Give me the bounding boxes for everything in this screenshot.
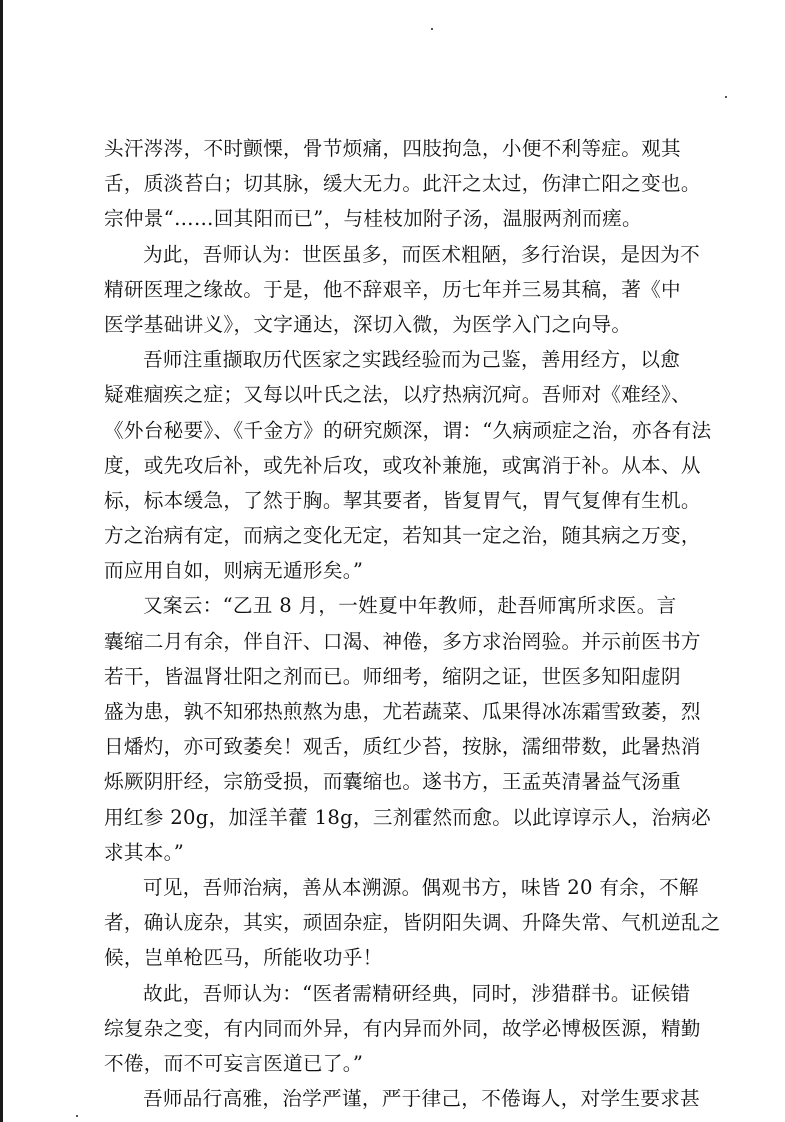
scan-left-border — [0, 0, 3, 1122]
text-line: 方之治病有定，而病之变化无定，若知其一定之治，随其病之万变， — [104, 524, 701, 548]
text-line: 囊缩二月有余，伴自汗、口渴、神倦，多方求治罔验。并示前医书方 — [104, 629, 701, 653]
text-line: 医学基础讲义》，文字通达，深切入微，为医学入门之向导。 — [104, 312, 632, 336]
paragraph-start-line: 为此，吾师认为：世医虽多，而医术粗陋，多行治误，是因为不 — [143, 242, 701, 266]
text-line: 标，标本缓急，了然于胸。挈其要者，皆复胃气，胃气复俾有生机。 — [104, 488, 701, 512]
text-line: 日燔灼，亦可致萎矣！观舌，质红少苔，按脉，濡细带数，此暑热消 — [104, 735, 701, 759]
paragraph-start-line: 可见，吾师治病，善从本溯源。偶观书方，味皆 20 有余，不解 — [143, 875, 699, 899]
text-line: 《外台秘要》、《千金方》的研究颇深，谓：“久病顽症之治，亦各有法 — [104, 418, 712, 442]
text-line: 宗仲景“……回其阳而已”，与桂枝加附子汤，温服两剂而瘥。 — [104, 207, 642, 231]
text-line: 疑难痼疾之症；又每以叶氏之法，以疗热病沉疴。吾师对《难经》、 — [104, 383, 692, 407]
text-line: 若干，皆温肾壮阳之剂而已。师细考，缩阴之证，世医多知阳虚阴 — [104, 664, 681, 688]
scan-speck — [725, 96, 727, 98]
paragraph-start-line: 又案云：“乙丑 8 月，一姓夏中年教师，赴吾师寓所求医。言 — [143, 594, 677, 618]
scan-speck — [76, 1115, 78, 1117]
text-line: 综复杂之变，有内同而外异，有内异而外同，故学必博极医源，精勤 — [104, 1016, 701, 1040]
text-line: 盛为患，孰不知邪热煎熬为患，尤若蔬菜、瓜果得冰冻霜雪致萎，烈 — [104, 700, 701, 723]
scan-speck — [431, 28, 433, 30]
text-line: 精研医理之缘故。于是，他不辞艰辛，历七年并三易其稿，著《中 — [104, 277, 681, 301]
paragraph-start-line: 故此，吾师认为：“医者需精研经典，同时，涉猎群书。证候错 — [143, 981, 691, 1005]
page-body-text — [104, 131, 721, 1116]
paragraph-start-line: 吾师注重撷取历代医家之实践经验而为己鉴，善用经方，以愈 — [143, 348, 681, 372]
text-line: 者，确认庞杂，其实，顽固杂症，皆阴阳失调、升降失常、气机逆乱之 — [104, 911, 721, 935]
text-line: 头汗涔涔，不时颤慄，骨节烦痛，四肢拘急，小便不利等症。观其 — [104, 137, 681, 160]
text-line: 度，或先攻后补，或先补后攻，或攻补兼施，或寓消于补。从本、从 — [104, 453, 701, 477]
text-line: 求其本。” — [104, 840, 185, 864]
text-line: 舌，质淡苔白；切其脉，缓大无力。此汗之太过，伤津亡阳之变也。 — [104, 172, 701, 196]
text-line: 用红参 20g，加淫羊藿 18g，三剂霍然而愈。以此谆谆示人，治病必 — [104, 805, 712, 829]
paragraph-start-line: 吾师品行高雅，治学严谨，严于律己，不倦诲人，对学生要求甚 — [143, 1087, 701, 1111]
text-line: 候，岂单枪匹马，所能收功乎！ — [104, 946, 383, 970]
text-line: 不倦，而不可妄言医道已了。” — [104, 1051, 364, 1075]
text-line: 烁厥阴肝经，宗筋受损，而囊缩也。遂书方，王孟英清暑益气汤重 — [104, 770, 681, 794]
text-line: 而应用自如，则病无遁形矣。” — [104, 559, 364, 583]
